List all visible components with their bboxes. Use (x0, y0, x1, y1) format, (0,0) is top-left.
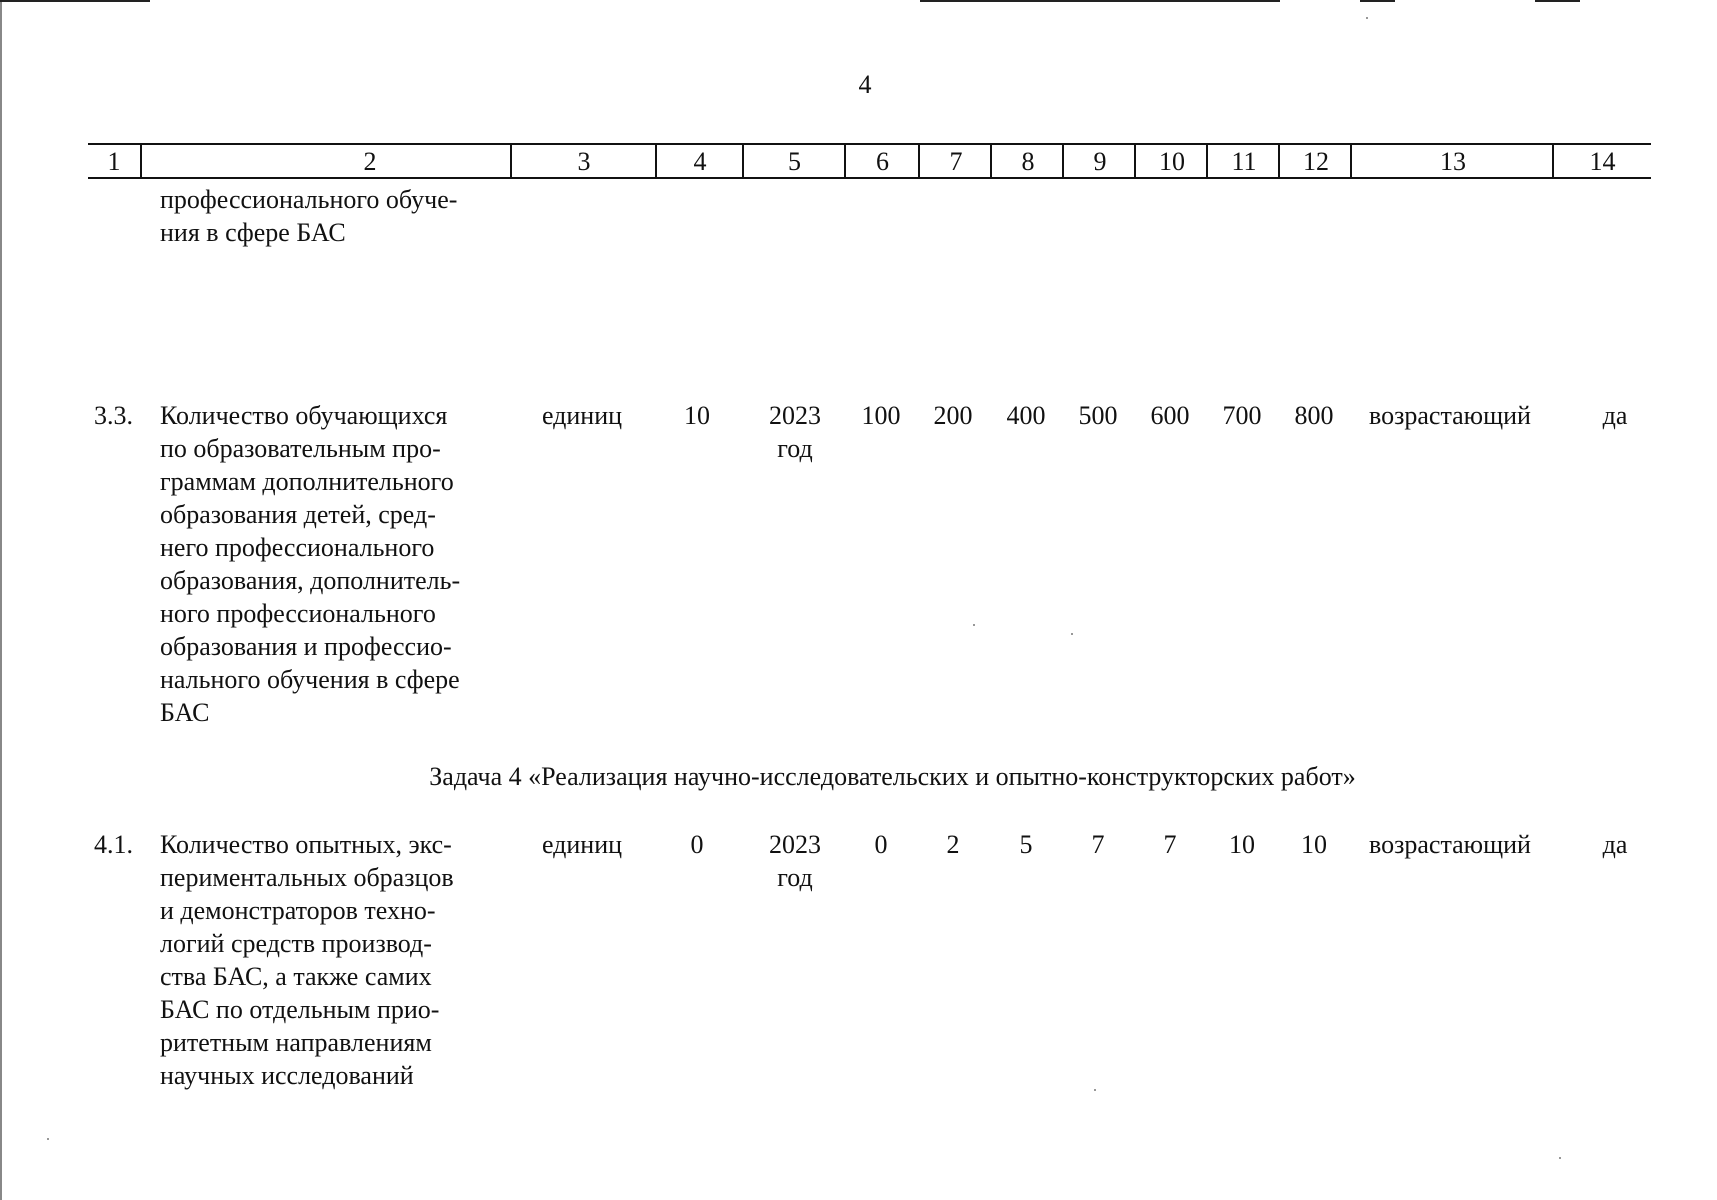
value-cell: 2 (946, 830, 960, 859)
indicator-name-line: БАС (160, 698, 210, 727)
trend-cell: возрастающий (1369, 401, 1531, 430)
indicator-name-line: образования, дополнитель- (160, 566, 461, 595)
base-value-cell: 0 (690, 830, 704, 859)
header-cell-13: 13 (1440, 147, 1466, 176)
value-cell: 5 (1019, 830, 1033, 859)
base-year: 2023 (769, 401, 821, 430)
value-cell: 7 (1091, 830, 1105, 859)
scan-speck (1071, 633, 1073, 635)
header-cell-2: 2 (363, 147, 377, 176)
scan-edge-top (920, 0, 1280, 2)
base-year-cell (745, 399, 845, 465)
row-number: 4.1. (94, 830, 133, 859)
indicator-name-line: Количество обучающихся (160, 401, 448, 430)
base-year: 2023 (769, 830, 821, 859)
indicator-name-line: образования и профессио- (160, 632, 452, 661)
value-cell: 200 (933, 401, 973, 430)
page-number: 4 (858, 70, 872, 99)
flag-cell: да (1602, 830, 1628, 859)
indicator-name-line: ного профессионального (160, 599, 436, 628)
scan-edge-left (0, 0, 2, 1200)
indicator-name-line: научных исследований (160, 1061, 414, 1090)
base-year-suffix: год (777, 863, 813, 892)
value-cell: 10 (1229, 830, 1255, 859)
indicator-name-line: него профессионального (160, 533, 435, 562)
scan-speck (1366, 17, 1368, 19)
indicator-name-line: логий средств производ- (160, 929, 432, 958)
indicator-name-line: по образовательным про- (160, 434, 441, 463)
table-header-row (88, 143, 1651, 179)
scan-edge-top (1535, 0, 1580, 2)
header-cell-5: 5 (788, 147, 801, 176)
value-cell: 100 (861, 401, 901, 430)
indicator-name-line: БАС по отдельным прио- (160, 995, 440, 1024)
row-number: 3.3. (94, 401, 133, 430)
indicator-name (160, 828, 497, 1092)
indicator-name-line: периментальных образцов (160, 863, 454, 892)
header-cell-4: 4 (693, 147, 707, 176)
unit-cell: единиц (541, 401, 623, 430)
indicator-name-line: граммам дополнительного (160, 467, 454, 496)
scan-edge-top (1360, 0, 1395, 2)
value-cell: 600 (1150, 401, 1190, 430)
header-cell-1: 1 (107, 147, 121, 176)
base-value-cell: 10 (684, 401, 710, 430)
scan-speck (1094, 1089, 1096, 1091)
indicator-name-line: и демонстраторов техно- (160, 896, 436, 925)
header-cell-8: 8 (1021, 147, 1035, 176)
value-cell: 7 (1163, 830, 1177, 859)
header-cell-11: 11 (1231, 147, 1257, 176)
scan-speck (1559, 1157, 1561, 1159)
value-cell: 10 (1301, 830, 1327, 859)
unit-cell: единиц (541, 830, 623, 859)
carryover-cell (160, 183, 497, 249)
header-bottom-rule (88, 177, 1651, 179)
header-cell-9: 9 (1093, 147, 1107, 176)
scan-speck (973, 624, 975, 626)
header-cell-10: 10 (1159, 147, 1185, 176)
scan-edge-top (0, 0, 150, 2)
value-cell: 800 (1294, 401, 1334, 430)
indicator-name (160, 399, 497, 729)
indicator-name-line: нального обучения в сфере (160, 665, 460, 694)
indicator-name-line: Количество опытных, экс- (160, 830, 452, 859)
base-year-cell (745, 828, 845, 894)
scan-speck (47, 1138, 49, 1140)
value-cell: 700 (1222, 401, 1262, 430)
value-cell: 400 (1006, 401, 1046, 430)
carryover-line: ния в сфере БАС (160, 218, 346, 247)
header-cell-6: 6 (876, 147, 889, 176)
value-cell: 0 (874, 830, 888, 859)
header-cell-7: 7 (949, 147, 963, 176)
base-year-suffix: год (777, 434, 813, 463)
trend-cell: возрастающий (1369, 830, 1531, 859)
indicator-name-line: ритетным направлениям (160, 1028, 432, 1057)
task-heading: Задача 4 «Реализация научно-исследовательских и опытно-конструкторских работ» (429, 762, 1356, 791)
indicator-name-line: образования детей, сред- (160, 500, 436, 529)
carryover-line: профессионального обуче- (160, 185, 458, 214)
flag-cell: да (1602, 401, 1628, 430)
value-cell: 500 (1078, 401, 1118, 430)
header-cell-14: 14 (1589, 147, 1616, 176)
header-cell-3: 3 (577, 147, 591, 176)
indicator-name-line: ства БАС, а также самих (160, 962, 432, 991)
header-cell-12: 12 (1303, 147, 1329, 176)
